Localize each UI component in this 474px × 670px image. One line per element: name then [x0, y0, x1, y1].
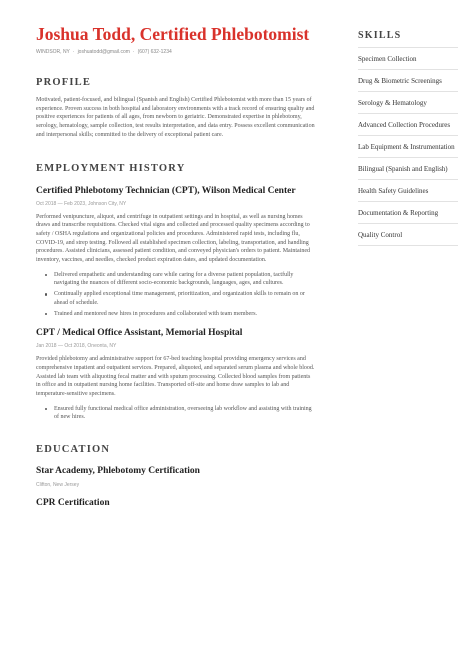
- skill-item: Specimen Collection: [358, 47, 458, 70]
- profile-heading: PROFILE: [36, 77, 92, 88]
- education-meta: Clifton, New Jersey: [36, 482, 80, 489]
- contact-email[interactable]: joshuatodd@gmail.com: [77, 49, 130, 55]
- skill-item: Serology & Hematology: [358, 92, 458, 114]
- education-entry: [36, 465, 316, 488]
- job-bullet: Trained and mentored new hires in procedures and collaborated with team members.: [54, 310, 316, 319]
- job-title: Certified Phlebotomy Technician (CPT), Wilson Medical Center: [36, 185, 296, 196]
- contact-phone[interactable]: (607) 632-1234: [137, 49, 172, 55]
- profile-text: Motivated, patient-focused, and bilingual (Spanish and English) Certified Phlebotomist with more than 15 years of experience. Proven success in both hospital and laboratory environments with a track record of ensuring quality and positive experiences for patients of all ages, from newborn to geriatric. Demonstrated expertise in phlebotomy, serology, hematology, sample collection, test results interpretation, and data entry. Possess excellent communication and interpersonal skills; committed to the delivery of exceptional patient care.: [36, 97, 315, 138]
- skill-item: Health Safety Guidelines: [358, 180, 458, 202]
- job-title: CPT / Medical Office Assistant, Memorial Hospital: [36, 328, 243, 339]
- education-entry: [36, 497, 316, 509]
- skill-item: Advanced Collection Procedures: [358, 114, 458, 136]
- education-heading: EDUCATION: [36, 444, 111, 456]
- skills-sidebar: [358, 30, 458, 246]
- skills-heading: SKILLS: [358, 30, 402, 41]
- job-bullet: Ensured fully functional medical office administration, overseeing lab workflow and assisting with training of new hires.: [54, 405, 316, 422]
- candidate-name: Joshua Todd, Certified Phlebotomist: [36, 24, 310, 44]
- job-description: Provided phlebotomy and administrative support for 67-bed teaching hospital providing emergency services and comprehensive inpatient and outpatient services. Prepared, aliquoted, and separated serum plasma and whole blood. Assisted lab team with aliquoting fecal matter and with sputum processing. Collected blood samples from patients in office and in outpatient nursing home facilities. Transported off-site and home draw samples to lab and temperature-sensitive specimens.: [36, 356, 315, 398]
- education-title: Star Academy, Phlebotomy Certification: [36, 466, 200, 477]
- contact-location: WINDSOR, NY: [36, 49, 70, 55]
- job-meta: Oct 2018 — Feb 2023, Johnson City, NY: [36, 200, 127, 207]
- job-entry: [36, 327, 316, 422]
- skill-item: Documentation & Reporting: [358, 202, 458, 224]
- job-bullet: Delivered empathetic and understanding care while caring for a diverse patient population, tactfully navigating the nuances of different socio-economic backgrounds, languages, ages, and cultures.: [54, 271, 316, 288]
- skill-item: Lab Equipment & Instrumentation: [358, 136, 458, 158]
- contact-separator: ·: [132, 49, 135, 55]
- job-bullet: Continually applied exceptional time management, prioritization, and organization skills to remain on or ahead of schedule.: [54, 290, 316, 307]
- education-title: CPR Certification: [36, 498, 110, 509]
- skill-item: Bilingual (Spanish and English): [358, 158, 458, 180]
- contact-separator: ·: [72, 49, 75, 55]
- contact-line: [36, 49, 316, 55]
- job-meta: Jan 2018 — Oct 2018, Oneonta, NY: [36, 343, 117, 350]
- skill-item: Drug & Biometric Screenings: [358, 70, 458, 92]
- job-description: Performed venipuncture, aliquot, and centrifuge in outpatient settings and in hospital, as well as nursing homes draws and transcribe requisitions. Checked vital signs and collected and processed quality specimens according to safety / OSHA regulations and organizational policies and procedures. Administered rapid tests, including flu, COVID-19, and strep testing. Followed all established specimen collection, labeling, transportation, and handling procedures. Assisted clinicians, assessed patient condition, and conveyed physician's orders to patient. Maintained inventory, vaccines, and needles, checked product expiration dates, and updated documentation.: [36, 213, 311, 264]
- main-column: [36, 24, 316, 509]
- skill-item: Quality Control: [358, 224, 458, 246]
- employment-heading: EMPLOYMENT HISTORY: [36, 162, 186, 174]
- job-entry: [36, 185, 316, 319]
- job-bullets: [36, 405, 316, 422]
- job-bullets: [36, 271, 316, 319]
